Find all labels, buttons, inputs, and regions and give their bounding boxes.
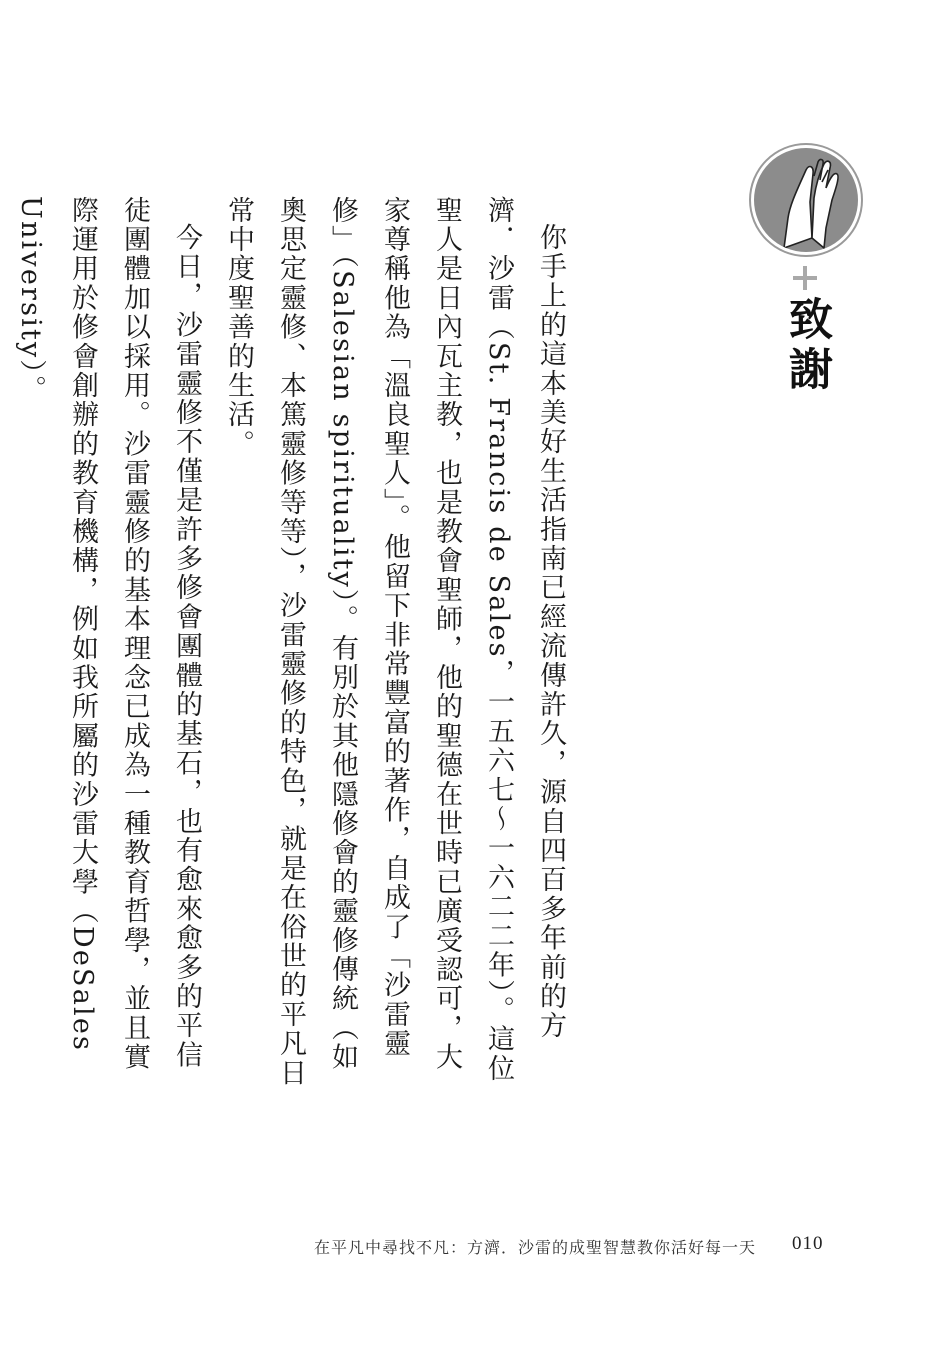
body-text — [4, 196, 576, 1096]
page-title: 致謝 — [781, 296, 832, 396]
page-number: 010 — [792, 1233, 824, 1254]
paragraph: 今日，沙雷靈修不僅是許多修會團體的基石，也有愈來愈多的平信徒團體加以採用。沙雷靈修的基本理念已成為一種教育哲學，並且實際運用於修會創辦的教育機構，例如我所屬的沙雷大學（DeSales University）。 — [15, 196, 202, 1072]
praying-hands-icon — [754, 148, 858, 252]
page-footer — [0, 1235, 952, 1259]
paragraph: 你手上的這本美好生活指南已經流傳許久，源自四百多年前的方濟．沙雷（St. Francis de Sales，一五六七～一六二二年）。這位聖人是日內瓦主教，也是教會聖師，他的聖德在世時已廣受認可，大家尊稱他為「溫良聖人」。他留下非常豐富的著作，自成了「沙雷靈修」（Salesian spirituality）。有別於其他隱修會的靈修傳統（如奧思定靈修、本篤靈修等等），沙雷靈修的特色，就是在俗世的平凡日常中度聖善的生活。 — [223, 196, 566, 1088]
cross-icon — [793, 266, 817, 290]
running-title: 在平凡中尋找不凡：方濟．沙雷的成聖智慧教你活好每一天 — [313, 1238, 756, 1257]
